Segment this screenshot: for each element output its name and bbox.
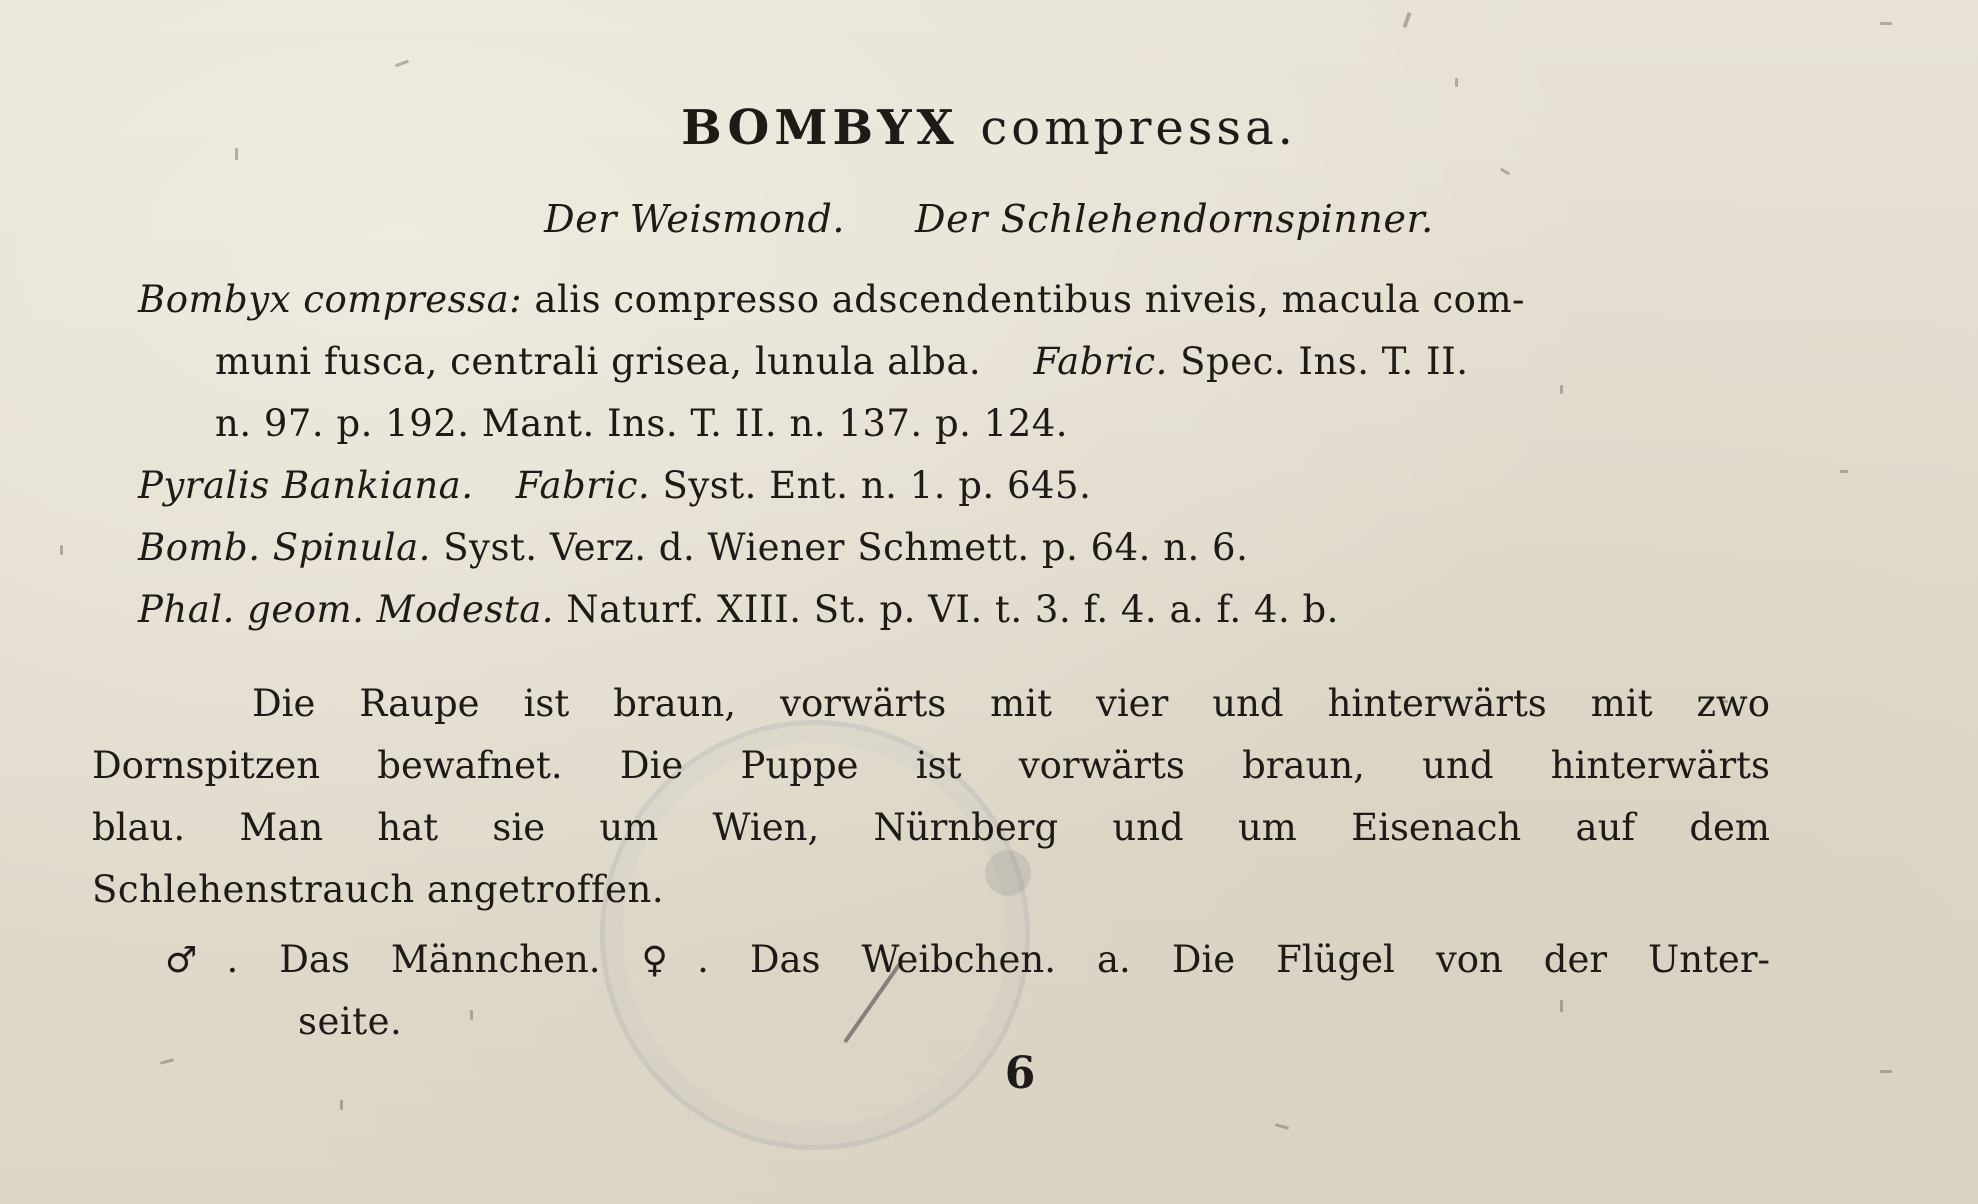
paper-speck	[1402, 12, 1411, 28]
description-line-2: Dornspitzen bewafnet. Die Puppe ist vorwärts braun, und hinterwärts	[92, 744, 1770, 787]
description-line-1: Die Raupe ist braun, vorwärts mit vier und hinterwärts mit zwo	[252, 682, 1770, 725]
reference-author: Fabric.	[1033, 340, 1168, 383]
paper-speck	[1560, 1000, 1563, 1012]
stamp-blot	[985, 850, 1031, 896]
synonymy-line-6	[138, 588, 1339, 632]
synonymy-line-2	[215, 340, 1469, 384]
description-line-3: blau. Man hat sie um Wien, Nürnberg und um Eisenach auf dem	[92, 806, 1770, 849]
title-species: compressa.	[980, 100, 1297, 156]
paper-speck	[395, 60, 409, 68]
title-genus: BOMBYX	[681, 100, 959, 156]
paper-speck	[1500, 168, 1510, 176]
page-title	[0, 100, 1978, 156]
reference-text: Syst. Ent. n. 1. p. 645.	[662, 464, 1092, 507]
paper-speck	[1560, 385, 1563, 394]
reference-text: n. 97. p. 192. Mant. Ins. T. II. n. 137. p. 124.	[215, 402, 1069, 445]
male-symbol: ♂	[165, 940, 227, 981]
reference-text: Syst. Verz. d. Wiener Schmett. p. 64. n. 6.	[443, 526, 1249, 569]
paper-speck	[340, 1100, 343, 1110]
paper-speck	[60, 545, 63, 555]
female-symbol: ♀	[641, 940, 698, 981]
reference-text: Spec. Ins. T. II.	[1180, 340, 1469, 383]
synonymy-line-3	[215, 402, 1068, 446]
legend-wings: a. Die Flügel von der Unter-	[1096, 938, 1771, 981]
synonymy-line-1	[138, 278, 1525, 322]
synonymy-line-5	[138, 526, 1248, 570]
paper-speck	[1880, 22, 1892, 25]
paper-speck	[1275, 1123, 1289, 1130]
common-names	[0, 197, 1978, 241]
page-number: 6	[1004, 1048, 1036, 1099]
synonym-name: Phal. geom. Modesta.	[138, 588, 555, 631]
reference-author: Fabric.	[515, 464, 651, 507]
common-name-1: Der Weismond.	[544, 197, 846, 241]
reference-text: Naturf. XIII. St. p. VI. t. 3. f. 4. a. f. 4. b.	[566, 588, 1339, 631]
paper-speck	[1840, 470, 1848, 473]
legend-male: . Das Männchen.	[226, 938, 601, 981]
synonym-name: Bomb. Spinula.	[138, 526, 431, 569]
legend-female: . Das Weibchen.	[697, 938, 1056, 981]
common-name-2: Der Schlehendornspinner.	[915, 197, 1434, 241]
figure-legend	[165, 938, 1770, 983]
description-line-4: Schlehenstrauch angetroffen.	[92, 868, 665, 911]
synonymy-line-4	[138, 464, 1091, 508]
figure-legend-continuation: seite.	[298, 1000, 403, 1043]
diagnosis-text: muni fusca, centrali grisea, lunula alba.	[215, 340, 982, 383]
paper-speck	[470, 1010, 473, 1020]
synonym-name: Pyralis Bankiana.	[138, 464, 474, 507]
paper-speck	[1455, 78, 1458, 87]
diagnosis-text: alis compresso adscendentibus niveis, macula com-	[534, 278, 1526, 321]
taxon-name: Bombyx compressa:	[138, 278, 523, 321]
